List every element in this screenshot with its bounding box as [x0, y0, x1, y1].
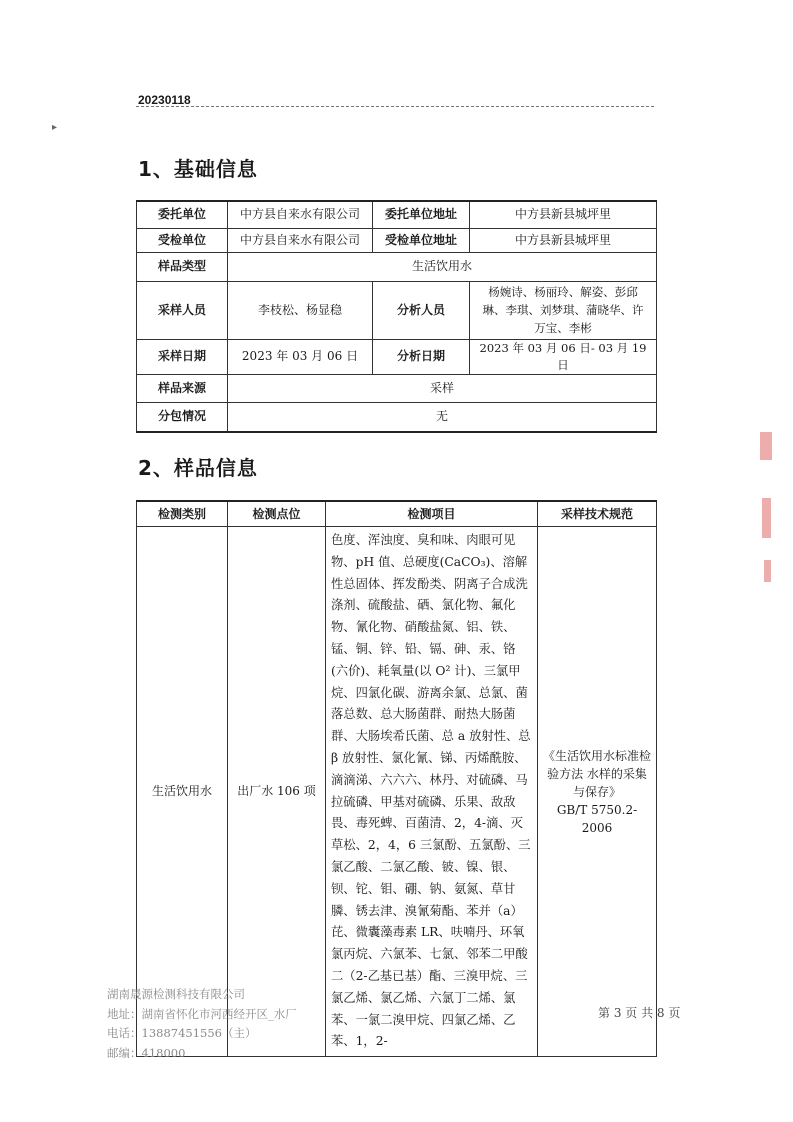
scan-speck: ▸ — [52, 122, 58, 133]
section-title-basic-info: 1、基础信息 — [138, 157, 258, 181]
sample-date-value: 2023 年 03 月 06 日 — [228, 339, 373, 374]
test-items-value: 色度、浑浊度、臭和味、肉眼可见物、pH 值、总硬度(CaCO₃)、溶解性总固体、挥发酚类、阴离子合成洗涤剂、硫酸盐、硒、氯化物、氟化物、氰化物、硝酸盐氮、铝、铁、锰、铜、锌、铅、镉、砷、汞、铬(六价)、耗氧量(以 O² 计)、三氯甲烷、四氯化碳、游离余氯、总氯、菌落总数、总大肠菌群、耐热大肠菌群、大肠埃希氏菌、总 a 放射性、总 β 放射性、氯化氰、锑、丙烯酰胺、滴滴涕、六六六、林丹、对硫磷、马拉硫磷、甲基对硫磷、乐果、敌敌畏、毒死蜱、百菌清、2，4-滴、灭草松、2，4，6 三氯酚、五氯酚、三氯乙酸、二氯乙酸、铍、镍、银、钡、铊、钼、硼、钠、氨氮、草甘膦、锈去津、溴氰菊酯、苯并（a）芘、微囊藻毒素 LR、呋喃丹、环氧氯丙烷、六氯苯、七氯、邻苯二甲酸二（2-乙基已基）酯、三溴甲烷、三氯乙烯、氯乙烯、六氯丁二烯、氯苯、一氯二溴甲烷、四氯乙烯、乙苯、1，2- — [326, 527, 538, 1057]
point-value: 出厂水 106 项 — [228, 527, 326, 1057]
footer-company: 湖南晟源检测科技有限公司 — [107, 987, 245, 1001]
header-divider — [136, 106, 654, 107]
basic-info-table — [136, 200, 657, 433]
subcontract-label: 分包情况 — [137, 402, 228, 432]
seal-edge-mark — [762, 498, 771, 538]
analysis-date-label: 分析日期 — [373, 339, 470, 374]
header-category: 检测类别 — [137, 501, 228, 527]
inspected-unit-label: 受检单位 — [137, 228, 228, 252]
seal-edge-mark — [764, 560, 771, 582]
sample-info-table — [136, 500, 657, 1057]
footer-info — [107, 985, 297, 1063]
sample-date-label: 采样日期 — [137, 339, 228, 374]
analysis-date-value: 2023 年 03 月 06 日- 03 月 19 日 — [470, 339, 657, 374]
client-label: 委托单位 — [137, 201, 228, 228]
header-point: 检测点位 — [228, 501, 326, 527]
category-value: 生活饮用水 — [137, 527, 228, 1057]
seal-edge-mark — [760, 432, 772, 460]
analyst-value: 杨婉诗、杨丽玲、解姿、彭邱琳、李琪、刘梦琪、蒲晓华、许万宝、李彬 — [470, 281, 657, 339]
footer-postcode: 邮编：418000 — [107, 1045, 186, 1060]
inspected-address-label: 受检单位地址 — [373, 228, 470, 252]
sample-source-value: 采样 — [228, 374, 657, 402]
section-title-sample-info: 2、样品信息 — [138, 456, 258, 480]
sample-type-label: 样品类型 — [137, 252, 228, 281]
client-value: 中方县自来水有限公司 — [228, 201, 373, 228]
spec-standard: GB/T 5750.2-2006 — [556, 802, 638, 835]
client-address-label: 委托单位地址 — [373, 201, 470, 228]
subcontract-value: 无 — [228, 402, 657, 432]
document-number: 20230118 — [138, 93, 191, 107]
header-items: 检测项目 — [326, 501, 538, 527]
client-address-value: 中方县新县城坪里 — [470, 201, 657, 228]
footer-address: 地址：湖南省怀化市河西经开区_水厂 — [107, 1006, 297, 1021]
sampler-value: 李枝松、杨显稳 — [228, 281, 373, 339]
sampler-label: 采样人员 — [137, 281, 228, 339]
analyst-label: 分析人员 — [373, 281, 470, 339]
spec-title: 《生活饮用水标准检验方法 水样的采集与保存》 — [542, 748, 651, 799]
footer-phone: 电话：13887451556（主） — [107, 1026, 257, 1040]
sampling-spec-value — [538, 527, 657, 1057]
page-number: 第 3 页 共 8 页 — [598, 1006, 681, 1020]
header-spec: 采样技术规范 — [538, 501, 657, 527]
sample-source-label: 样品来源 — [137, 374, 228, 402]
inspected-unit-value: 中方县自来水有限公司 — [228, 228, 373, 252]
sample-type-value: 生活饮用水 — [228, 252, 657, 281]
inspected-address-value: 中方县新县城坪里 — [470, 228, 657, 252]
